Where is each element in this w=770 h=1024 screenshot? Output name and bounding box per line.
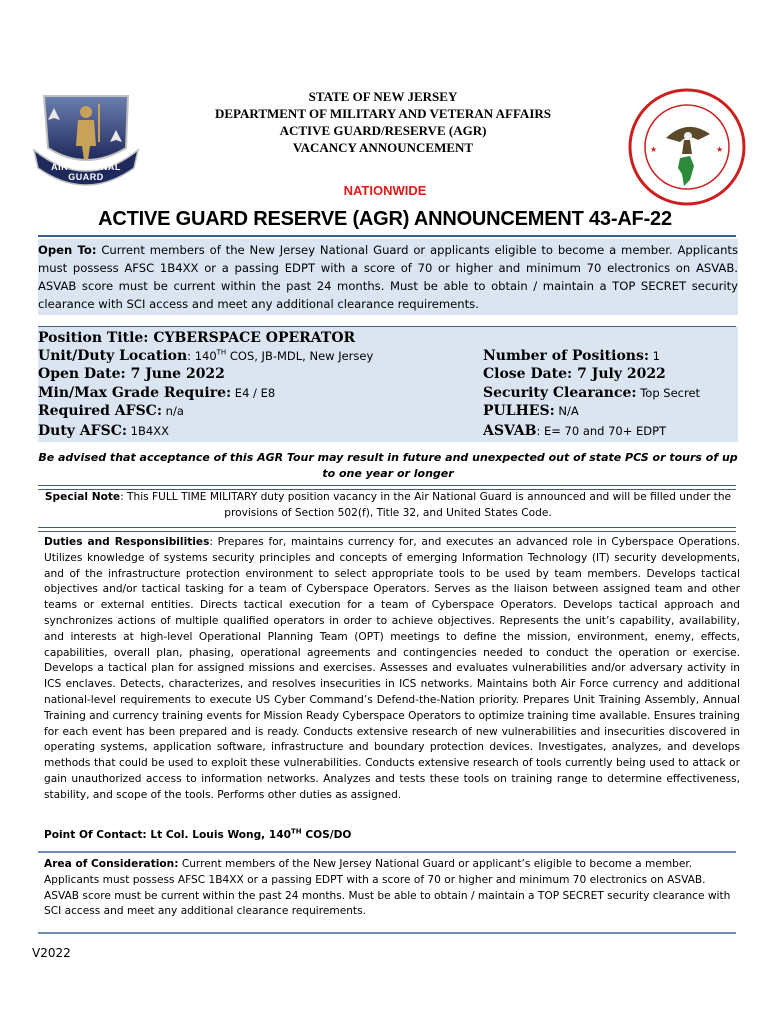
header-block (150, 88, 616, 156)
point-of-contact: Point Of Contact: Lt Col. Louis Wong, 140TH COS/DO (44, 827, 352, 841)
duties-section (44, 535, 740, 804)
version-label: V2022 (32, 946, 71, 960)
advisory-note: Be advised that acceptance of this AGR Tour may result in future and unexpected out of state PCS or tours of up to one year or longer (38, 451, 738, 480)
open-date: Open Date: 7 June 2022 (38, 366, 225, 382)
duty-afsc: Duty AFSC: 1B4XX (38, 423, 169, 439)
title-rule (38, 235, 736, 237)
footer-rule (38, 932, 736, 934)
position-box (38, 327, 738, 442)
poc-rule (38, 851, 736, 853)
agr-line: ACTIVE GUARD/RESERVE (AGR) (279, 123, 487, 138)
required-afsc: Required AFSC: n/a (38, 403, 184, 419)
scope-label: NATIONWIDE (343, 183, 427, 198)
duties-text: : Prepares for, maintains currency for, and executes an advanced role in Cyberspace Operations. Utilizes knowledge of systems security principles and concepts of emerging Information Technology (IT) security developments, and of the infrastructure protection environment to select appropriate tools to be used by team members. Develops tactical objectives and/or tactical tasking for a team of Cyberspace Operators. Serves as the liaison between assigned team and other teams or external entities. Directs tactical execution for a team of Cyberspace Operators. Develops tactical approach and synchronizes actions of multiple qualified operators in order to achieve objectives. Represents the unit’s capability, availability, and interests at high-level Operational Planning Team (OPT) meetings to define the mission, environment, enemy, effects, capabilities, overall plan, phasing, operational agreements and contingencies needed to conduct the operation or exercise. Develops a tactical plan for assigned missions and exercises. Assesses and evaluates vulnerabilities and/or adversary activity in ICS enclaves. Detects, characterizes, and resolves insecurities in ICS networks. Maintains both Air Force currency and additional national-level requirements to execute US Cyber Command’s Defend-the-Nation priority. Prepares Unit Training Assembly, Annual Training and currency training events for Mission Ready Cyberspace Operators to optimize training time available. Ensures training for each event has been prepared and is ready. Conducts extensive research of new vulnerabilities and insecurities discovered in operating systems, application software, infrastructure and boundary protection devices. Investigates, analyzes, and develops methods that could be used to exploit these vulnerabilities. Conducts extensive research of tools currently being used to attack or gain unauthorized access to information networks. Analyzes and tests these tools on training range to determine effectiveness, stability, and scope of the tools. Performs other duties as assigned. (44, 536, 740, 801)
open-to-section (38, 239, 738, 315)
announcement-title: ACTIVE GUARD RESERVE (AGR) ANNOUNCEMENT 43-AF-22 (98, 208, 672, 230)
air-national-guard-text: AIR NATIONAL GUARD (51, 162, 121, 182)
vacancy-line: VACANCY ANNOUNCEMENT (292, 140, 474, 155)
state-line: STATE OF NEW JERSEY (308, 89, 458, 104)
unit-location: Unit/Duty Location: 140TH COS, JB-MDL, New Jersey (38, 348, 374, 364)
position-title: Position Title: CYBERSPACE OPERATOR (38, 330, 356, 346)
area-of-consideration (44, 857, 740, 920)
area-text: Current members of the New Jersey National Guard or applicant’s eligible to become a member. Applicants must possess AFSC 1B4XX or a passing EDPT with a score of 70 or higher and minimum 70 electronics on ASVAB. ASVAB score must be current within the past 24 months. Must be able to obtain / maintain a TOP SECRET security clearance with SCI access and meet any additional clearance requirements. (44, 858, 731, 918)
security-clearance: Security Clearance: Top Secret (483, 385, 701, 401)
air-national-guard-logo (30, 90, 142, 198)
area-label: Area of Consideration: (44, 858, 179, 870)
open-to-label: Open To: (38, 243, 97, 257)
special-note: Special Note: This FULL TIME MILITARY duty position vacancy in the Air National Guard is announced and will be filled under the provisions of Section 502(f), Title 32, and United States Code. (44, 491, 732, 519)
special-note-bottom-rule (38, 527, 736, 532)
number-of-positions: Number of Positions: 1 (483, 348, 660, 364)
svg-text:★: ★ (716, 145, 724, 154)
pulhes: PULHES: N/A (483, 403, 579, 419)
asvab: ASVAB: E= 70 and 70+ EDPT (483, 423, 667, 439)
duties-label: Duties and Responsibilities (44, 536, 210, 548)
department-line: DEPARTMENT OF MILITARY AND VETERAN AFFAIRS (214, 106, 552, 121)
svg-text:★: ★ (650, 145, 658, 154)
grade-requirement: Min/Max Grade Require: E4 / E8 (38, 385, 276, 401)
open-to-text: Current members of the New Jersey National Guard or applicants eligible to become a member. Applicants must possess AFSC 1B4XX or a passing EDPT with a score of 70 or higher and minimum 70 electronics on ASVAB. ASVAB score must be current within the past 24 months. Must be able to obtain / maintain a TOP SECRET security clearance with SCI access and meet any additional clearance requirements. (38, 243, 739, 311)
close-date: Close Date: 7 July 2022 (483, 366, 666, 382)
